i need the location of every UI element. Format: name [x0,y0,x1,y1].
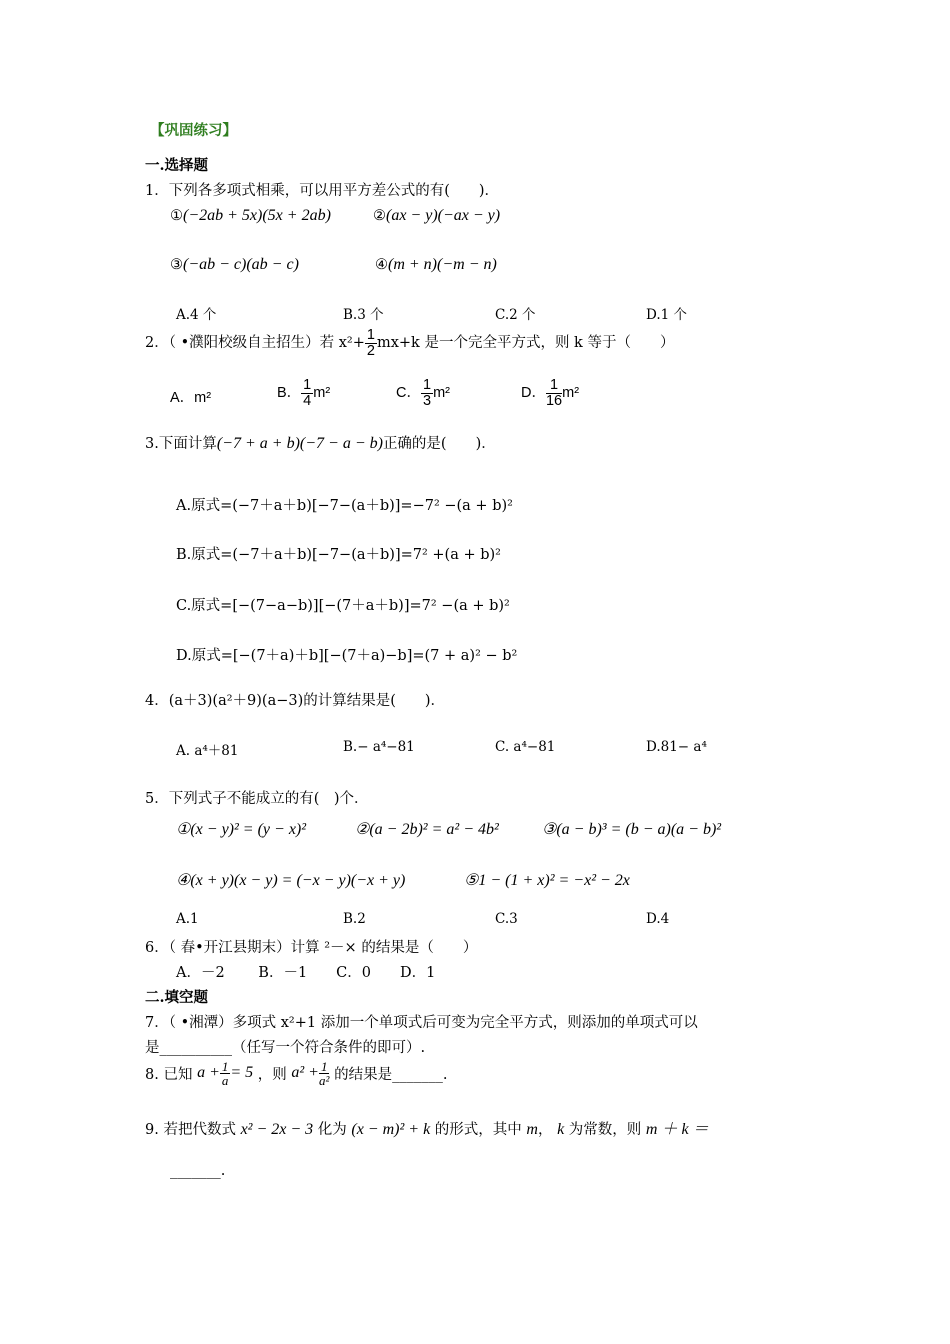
q1-expr-1 [170,207,331,225]
q1-mark-1: ① [170,208,183,224]
q9-var-m: m [526,1121,538,1138]
q6-options: A．－2 B．－1 C．0 D．1 [176,965,436,981]
q3-stem-post: 正确的是( )． [382,436,496,452]
q2-suffix: mx+k 是一个完全平方式，则 k 等于（ ） [376,335,675,351]
q2-option-c: C． $\frac{1}{3}$ m² [396,377,450,409]
q5-option-a: A.1 [176,911,199,927]
q8-post: 的结果是_______. [334,1067,448,1083]
q2-fraction: $\frac{1}{2}$ [366,327,375,359]
q5-stem: 5．下列式子不能成立的有( )个． [145,791,369,807]
q2-option-a: A．m² [170,390,212,406]
q9-var-k: k [557,1121,565,1138]
q1-mark-2: ② [373,208,386,224]
q1-stem: 1．下列各多项式相乘，可以用平方差公式的有( )． [145,183,500,199]
q1-expression-4: (m + n)(−m − n) [388,256,497,273]
q5-expr-1: ①(x − y)² = (y − x)² [176,821,307,838]
q2-prefix: 2．（ •濮阳校级自主招生）若 x²+ [145,335,365,351]
q1-expr-4 [375,256,497,274]
q1-option-c: C.2 个 [495,307,536,323]
q8-line [145,1060,447,1087]
q5-option-c: C.3 [495,911,518,927]
part1-title: 一.选择题 [145,157,209,174]
q9-mid-1: 化为 [317,1122,347,1138]
part2-title: 二.填空题 [145,989,209,1006]
q9-line-2: _______. [170,1163,226,1179]
q5-expr-3: ③(a − b)³ = (b − a)(a − b)² [542,821,722,838]
q5-expr-5: ⑤1 − (1 + x)² = −x² − 2x [464,872,630,889]
q9-expr-2: (x − m)² + k [351,1121,431,1138]
q3-stem-pre: 3.下面计算 [145,436,217,452]
q9-comma: ， [537,1122,553,1138]
q4-option-b: B.− a⁴−81 [343,739,415,755]
q9-mid-3: 为常数，则 [568,1122,642,1138]
q8-expr-1: a + $\frac{1}{a}$ = 5 [197,1059,254,1088]
q2-option-d: D． $\frac{1}{16}$ m² [521,377,580,409]
q1-mark-3: ③ [170,257,183,273]
q2-option-b: B． $\frac{1}{4}$ m² [277,377,331,409]
q8-expr-2: a² + $\frac{1}{\text{a²}}$ [291,1059,330,1088]
q4-option-c: C. a⁴−81 [495,739,556,755]
q9-expr-1: x² − 2x − 3 [240,1121,314,1138]
q1-expr-3 [170,256,299,274]
q1-expression-3: (−ab − c)(ab − c) [183,256,299,273]
q4-option-d: D.81− a⁴ [646,739,707,755]
section-title: 【巩固练习】 [150,122,237,139]
q8-pre: 8. 已知 [145,1067,193,1083]
q4-option-a: A. a⁴＋81 [176,743,239,759]
q1-option-b: B.3 个 [343,307,384,323]
q9-mid-2: 的形式，其中 [434,1122,522,1138]
q3-option-a: A.原式=(−7＋a＋b)[−7−(a＋b)]=−7² −(a + b)² [176,498,513,514]
q8-mid: ，则 [257,1067,287,1083]
q5-expr-2: ②(a − 2b)² = a² − 4b² [355,821,499,838]
q5-option-d: D.4 [646,911,670,927]
q9-line-1 [145,1116,709,1139]
q3-option-c: C.原式=[−(7−a−b)][−(7＋a＋b)]=7² −(a + b)² [176,598,510,614]
q9-tail: m ＋ k ＝ [645,1121,709,1138]
q7-line-2: 是__________（任写一个符合条件的即可）. [145,1040,426,1056]
q5-option-b: B.2 [343,911,366,927]
q3-stem [145,432,496,453]
q1-expr-2 [373,207,500,225]
q1-option-a: A.4 个 [176,307,217,323]
q1-option-d: D.1 个 [646,307,688,323]
q6-stem: 6．（ 春•开江县期末）计算 ²－× 的结果是（ ） [145,940,478,956]
q3-option-b: B.原式=(−7＋a＋b)[−7−(a＋b)]=7² +(a + b)² [176,547,501,563]
q7-line-1: 7．（ •湘潭）多项式 x²+1 添加一个单项式后可变为完全平方式，则添加的单项式可以 [145,1015,698,1031]
q5-expr-4: ④(x + y)(x − y) = (−x − y)(−x + y) [176,872,406,889]
q4-stem: 4．(a＋3)(a²＋9)(a−3)的计算结果是( )． [145,693,446,709]
q9-pre: 9. 若把代数式 [145,1122,236,1138]
q3-option-d: D.原式=[−(7＋a)＋b][−(7＋a)−b]=(7 + a)² − b² [176,648,518,664]
q1-expression-1: (−2ab + 5x)(5x + 2ab) [183,207,331,224]
q3-stem-expression: (−7 + a + b)(−7 − a − b) [216,435,383,452]
q1-mark-4: ④ [375,257,388,273]
q1-expression-2: (ax − y)(−ax − y) [386,207,501,224]
q2-stem [145,328,674,358]
